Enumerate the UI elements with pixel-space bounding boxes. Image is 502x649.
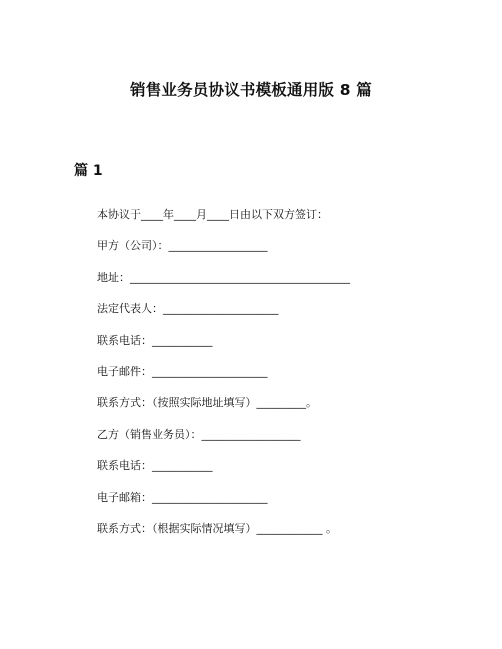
party-a-contact-line: 联系方式：（按照实际地址填写）_________。 [97, 396, 317, 410]
party-a-line: 甲方（公司）：__________________ [97, 239, 268, 253]
party-b-contact-line: 联系方式：（根据实际情况填写）____________ 。 [97, 521, 337, 535]
party-b-email-line: 电子邮箱：_____________________ [97, 490, 268, 504]
section-heading: 篇 1 [74, 163, 103, 179]
agreement-body [97, 207, 477, 552]
legal-representative-line: 法定代表人：_____________________ [97, 302, 279, 316]
party-b-line: 乙方（销售业务员）：__________________ [97, 427, 301, 441]
agreement-date-line: 本协议于____年____月____日由以下双方签订： [97, 208, 328, 221]
party-b-phone-line: 联系电话：___________ [97, 459, 213, 473]
document-title: 销售业务员协议书模板通用版 8 篇 [130, 81, 372, 99]
party-a-address-line: 地址：________________________________________ [97, 270, 350, 284]
party-a-phone-line: 联系电话：___________ [97, 333, 213, 347]
party-a-email-line: 电子邮件：_____________________ [97, 364, 268, 378]
